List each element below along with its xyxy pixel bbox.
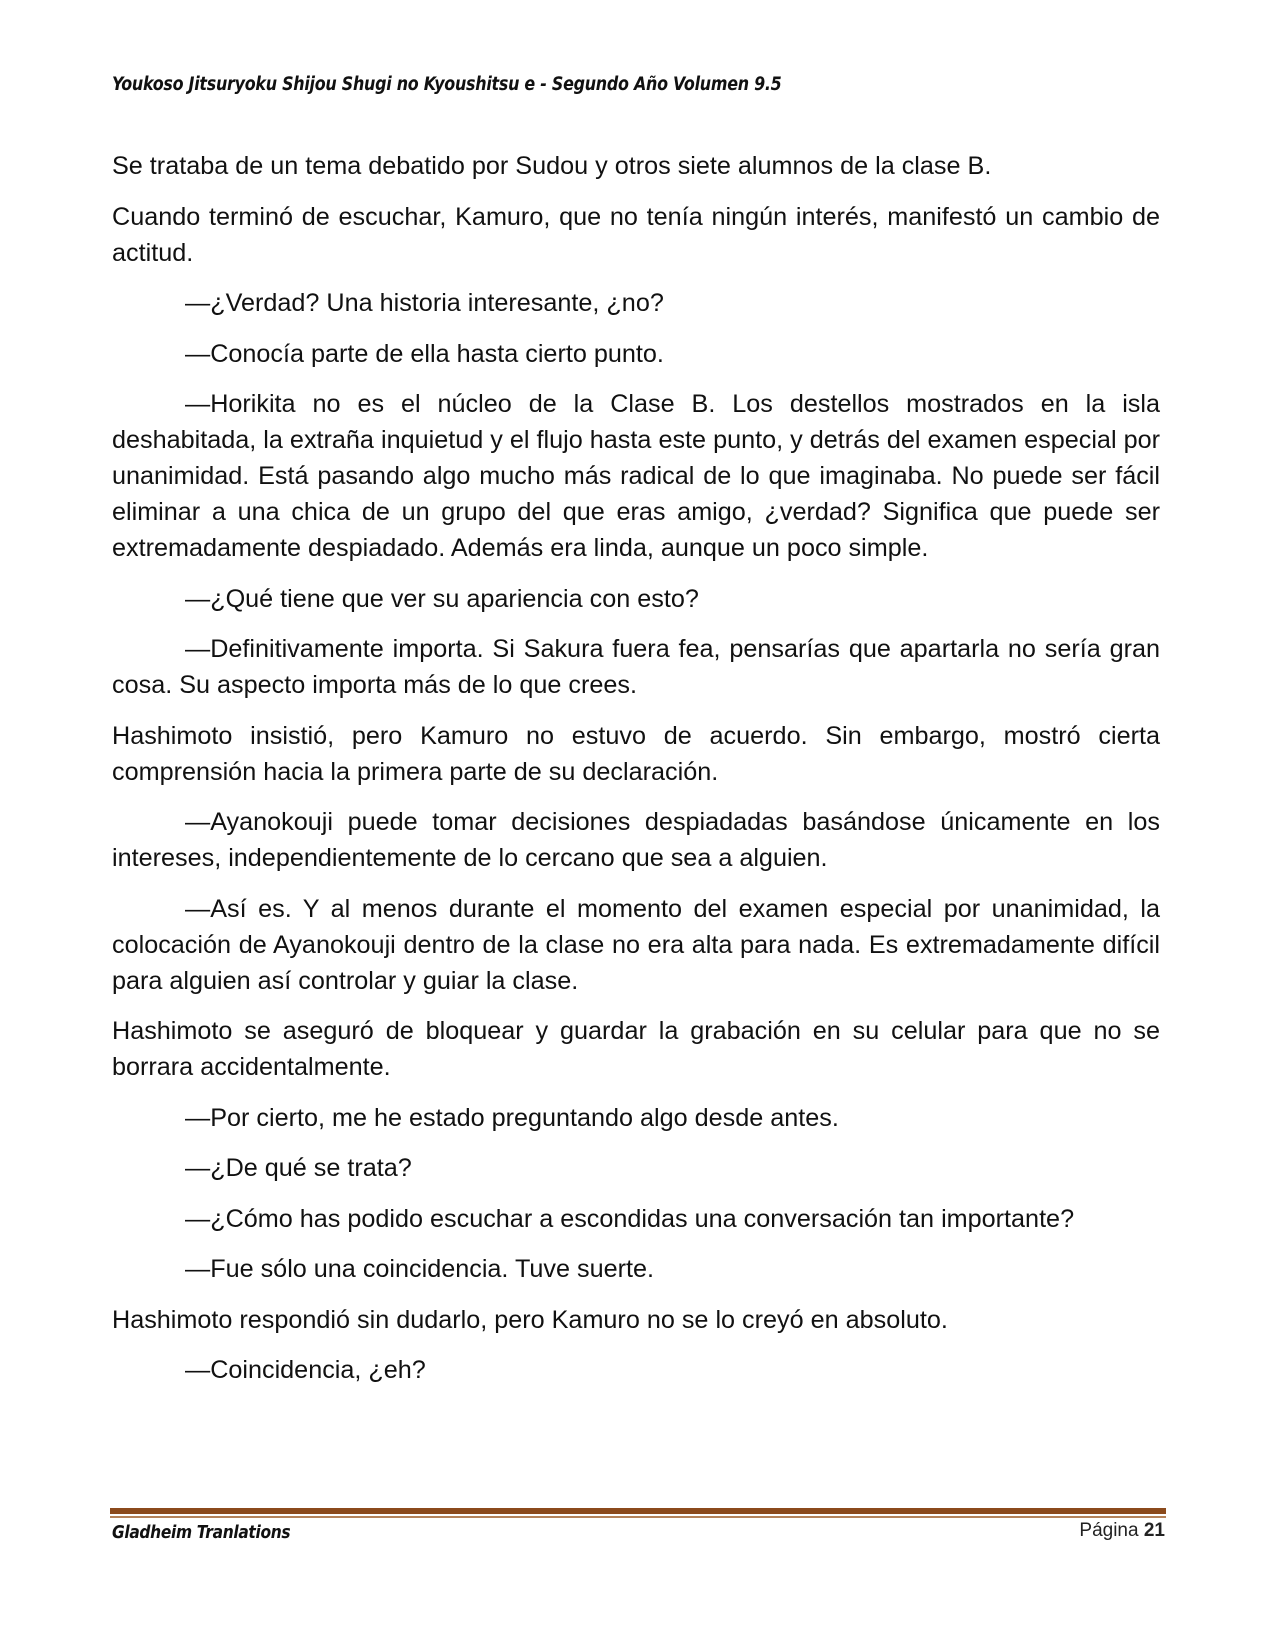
paragraph-dialogue: —¿Qué tiene que ver su apariencia con esto? — [185, 584, 699, 613]
paragraph-dialogue: —Definitivamente importa. Si Sakura fuera fea, pensarías que apartarla no sería gran cosa. Su aspecto importa más de lo que crees. — [112, 635, 1160, 699]
paragraph-dialogue: —Horikita no es el núcleo de la Clase B. Los destellos mostrados en la isla deshabitada, la extraña inquietud y el flujo hasta este punto, y detrás del examen especial por unanimidad. Está pasando algo mucho más radical de lo que imaginaba. No puede ser fácil eliminar a una chica de un grupo del que eras amigo, ¿verdad? Significa que puede ser extremadamente despiadado. Además era linda, aunque un poco simple. — [112, 390, 1160, 562]
paragraph-dialogue: —Así es. Y al menos durante el momento del examen especial por unanimidad, la colocación de Ayanokouji dentro de la clase no era alta para nada. Es extremadamente difícil para alguien así controlar y guiar la clase. — [112, 894, 1160, 995]
paragraph-dialogue: —Coincidencia, ¿eh? — [185, 1356, 426, 1384]
footer-divider — [110, 1508, 1166, 1514]
paragraph-dialogue: —Fue sólo una coincidencia. Tuve suerte. — [185, 1255, 655, 1283]
paragraph-narration: Cuando terminó de escuchar, Kamuro, que no tenía ningún interés, manifestó un cambio de actitud. — [112, 202, 1160, 267]
paragraph-dialogue: —¿Verdad? Una historia interesante, ¿no? — [185, 289, 664, 317]
page-number: 21 — [1143, 1520, 1165, 1541]
paragraph-dialogue: —¿De qué se trata? — [185, 1154, 412, 1182]
page-label: Página — [1079, 1520, 1139, 1541]
footer-credit: Gladheim Tranlations — [112, 1522, 291, 1543]
running-header: Youkoso Jitsuryoku Shijou Shugi no Kyoushitsu e - Segundo Año Volumen 9.5 — [112, 74, 782, 95]
paragraph-narration: Hashimoto respondió sin dudarlo, pero Kamuro no se lo creyó en absoluto. — [112, 1305, 948, 1334]
footer-divider-thin — [110, 1516, 1166, 1518]
paragraph-narration: Hashimoto insistió, pero Kamuro no estuvo de acuerdo. Sin embargo, mostró cierta comprensión hacia la primera parte de su declaración. — [112, 721, 1160, 786]
body-text — [112, 148, 1160, 1403]
paragraph-narration: Se trataba de un tema debatido por Sudou y otros siete alumnos de la clase B. — [112, 152, 992, 180]
paragraph-dialogue: —Ayanokouji puede tomar decisiones despiadadas basándose únicamente en los intereses, independientemente de lo cercano que sea a alguien. — [112, 808, 1160, 872]
paragraph-dialogue: —Conocía parte de ella hasta cierto punto. — [185, 339, 664, 368]
paragraph-dialogue: —Por cierto, me he estado preguntando algo desde antes. — [185, 1103, 839, 1132]
paragraph-narration: Hashimoto se aseguró de bloquear y guardar la grabación en su celular para que no se borrara accidentalmente. — [112, 1017, 1160, 1081]
page-number-block — [1079, 1520, 1165, 1542]
paragraph-dialogue: —¿Cómo has podido escuchar a escondidas una conversación tan importante? — [185, 1204, 1075, 1233]
